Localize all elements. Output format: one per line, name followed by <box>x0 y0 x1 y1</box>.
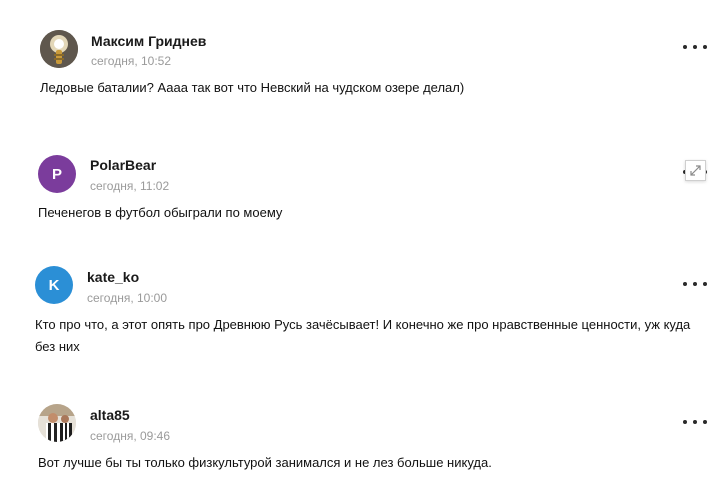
avatar-letter: K <box>48 276 60 294</box>
comment-text: Вот лучше бы ты только физкультурой занимался и не лез больше никуда. <box>38 455 492 470</box>
avatar[interactable] <box>38 155 76 193</box>
comment-text: Ледовые баталии? Аааа так вот что Невский на чудском озере делал) <box>40 80 465 95</box>
avatar[interactable] <box>38 404 76 442</box>
comment-time: сегодня, 10:00 <box>87 291 168 305</box>
comment-time: сегодня, 09:46 <box>90 429 171 443</box>
more-dots-icon[interactable] <box>683 42 707 52</box>
comment-time: сегодня, 11:02 <box>90 179 170 193</box>
avatar-letter: P <box>51 165 62 183</box>
bulb-photo-icon <box>40 30 78 68</box>
comment-author[interactable]: kate_ko <box>87 269 140 285</box>
comment-author[interactable]: Максим Гриднев <box>91 33 207 49</box>
expand-icon[interactable] <box>685 160 706 181</box>
more-dots-icon[interactable] <box>683 279 707 289</box>
comment-author[interactable]: alta85 <box>90 407 130 423</box>
comment-text: Печенегов в футбол обыграли по моему <box>38 205 283 220</box>
comment-time: сегодня, 10:52 <box>91 54 172 68</box>
comment-author[interactable]: PolarBear <box>90 157 157 173</box>
avatar[interactable] <box>35 266 73 304</box>
avatar[interactable] <box>40 30 78 68</box>
football-photo-icon <box>38 404 76 442</box>
comment-text: Кто про что, а этот опять про Древнюю Русь зачёсывает! И конечно же про нравственные ценности, уж куда без них <box>35 317 691 354</box>
more-dots-icon[interactable] <box>683 417 707 427</box>
expand-arrow-icon <box>686 161 705 180</box>
